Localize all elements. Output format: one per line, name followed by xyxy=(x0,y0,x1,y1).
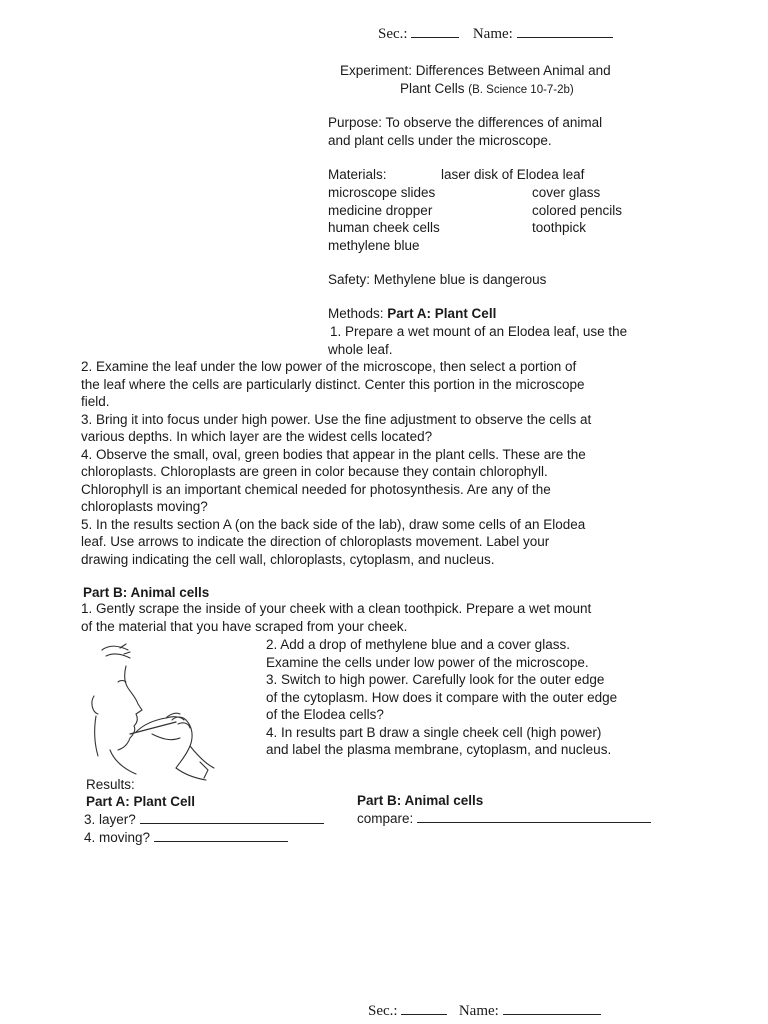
step1-line1: 1. Prepare a wet mount of an Elodea leaf, use the xyxy=(330,324,628,339)
moving-answer-field[interactable] xyxy=(154,830,288,842)
part-b-line: 1. Gently scrape the inside of your cheek with a clean toothpick. Prepare a wet mount xyxy=(81,601,592,616)
name-field[interactable] xyxy=(517,26,613,38)
step1-line2: whole leaf. xyxy=(328,341,393,357)
part-b-line: of the Elodea cells? xyxy=(266,707,384,722)
moving-label: 4. moving? xyxy=(84,830,151,845)
results-part-b-heading: Part B: Animal cells xyxy=(357,793,484,808)
purpose xyxy=(328,114,602,149)
footer-sec-label: Sec.: xyxy=(368,1003,398,1019)
part-b-step1 xyxy=(81,600,591,635)
method-line: Chlorophyll is an important chemical needed for photosynthesis. Are any of the xyxy=(81,481,551,497)
material-item: human cheek cells xyxy=(328,220,440,235)
method-line: drawing indicating the cell wall, chloroplasts, cytoplasm, and nucleus. xyxy=(81,551,495,567)
part-a-heading: Part A: Plant Cell xyxy=(387,306,497,321)
materials-right-list xyxy=(532,184,622,237)
compare-question xyxy=(357,810,651,828)
method-line: 5. In the results section A (on the back side of the lab), draw some cells of an Elodea xyxy=(81,516,586,532)
part-b-line: and label the plasma membrane, cytoplasm, and nucleus. xyxy=(266,742,612,757)
part-b-line: 4. In results part B draw a single cheek cell (high power) xyxy=(266,724,602,740)
materials-left-list xyxy=(328,184,440,254)
method-line: field. xyxy=(81,394,110,409)
material-item: microscope slides xyxy=(328,185,436,200)
part-b-line: of the material that you have scraped from your cheek. xyxy=(81,618,408,634)
compare-answer-field[interactable] xyxy=(417,811,651,823)
footer-name-field[interactable] xyxy=(503,1003,601,1015)
method-line: 2. Examine the leaf under the low power of the microscope, then select a portion of xyxy=(81,359,577,374)
moving-question xyxy=(84,829,288,847)
method-line: 3. Bring it into focus under high power. Use the fine adjustment to observe the cells at xyxy=(81,411,592,427)
footer-name-label: Name: xyxy=(458,1003,499,1019)
experiment-reference: (B. Science 10-7-2b) xyxy=(468,84,574,96)
purpose-line2: and plant cells under the microscope. xyxy=(328,132,552,148)
purpose-line1: Purpose: To observe the differences of animal xyxy=(328,115,603,130)
part-b-heading: Part B: Animal cells xyxy=(83,585,210,600)
methods-heading-line xyxy=(328,305,496,323)
experiment-title-line1: Experiment: Differences Between Animal and xyxy=(340,63,611,78)
part-b-line: 3. Switch to high power. Carefully look for the outer edge xyxy=(266,672,605,687)
method-line: 4. Observe the small, oval, green bodies that appear in the plant cells. These are the xyxy=(81,446,586,462)
material-item: toothpick xyxy=(532,220,587,235)
results-part-a-heading: Part A: Plant Cell xyxy=(86,794,196,809)
layer-question xyxy=(84,811,324,829)
material-item: colored pencils xyxy=(532,202,623,218)
methods-label: Methods: xyxy=(328,306,384,321)
header-line xyxy=(378,26,613,44)
methods-steps-full xyxy=(81,358,591,568)
part-b-line: of the cytoplasm. How does it compare with the outer edge xyxy=(266,689,618,705)
layer-label: 3. layer? xyxy=(84,812,136,827)
method-line: leaf. Use arrows to indicate the direction of chloroplasts movement. Label your xyxy=(81,534,550,549)
sec-label: Sec.: xyxy=(378,26,408,42)
method-line: the leaf where the cells are particularly distinct. Center this portion in the microscope xyxy=(81,376,585,392)
methods-step1 xyxy=(328,323,627,358)
compare-label: compare: xyxy=(357,811,414,826)
cheek-scraping-illustration xyxy=(80,638,230,788)
part-b-line: 2. Add a drop of methylene blue and a cover glass. xyxy=(266,637,570,652)
footer-line xyxy=(368,1003,601,1021)
sec-field[interactable] xyxy=(411,26,459,38)
footer-sec-field[interactable] xyxy=(401,1003,447,1015)
safety-note: Safety: Methylene blue is dangerous xyxy=(328,272,547,287)
material-item: cover glass xyxy=(532,185,601,200)
experiment-title-line2 xyxy=(400,80,574,100)
material-item: methylene blue xyxy=(328,237,420,253)
method-line: various depths. In which layer are the widest cells located? xyxy=(81,429,433,444)
material-item: medicine dropper xyxy=(328,202,433,218)
results-label: Results: xyxy=(86,777,135,792)
method-line: chloroplasts. Chloroplasts are green in color because they contain chlorophyll. xyxy=(81,464,548,479)
name-label: Name: xyxy=(472,26,513,42)
part-b-steps-right xyxy=(266,636,617,759)
material-laser-disk: laser disk of Elodea leaf xyxy=(441,167,585,182)
materials-label: Materials: xyxy=(328,167,387,182)
layer-answer-field[interactable] xyxy=(140,812,324,824)
method-line: chloroplasts moving? xyxy=(81,499,208,514)
experiment-title: Plant Cells xyxy=(400,81,465,96)
part-b-line: Examine the cells under low power of the microscope. xyxy=(266,654,589,670)
